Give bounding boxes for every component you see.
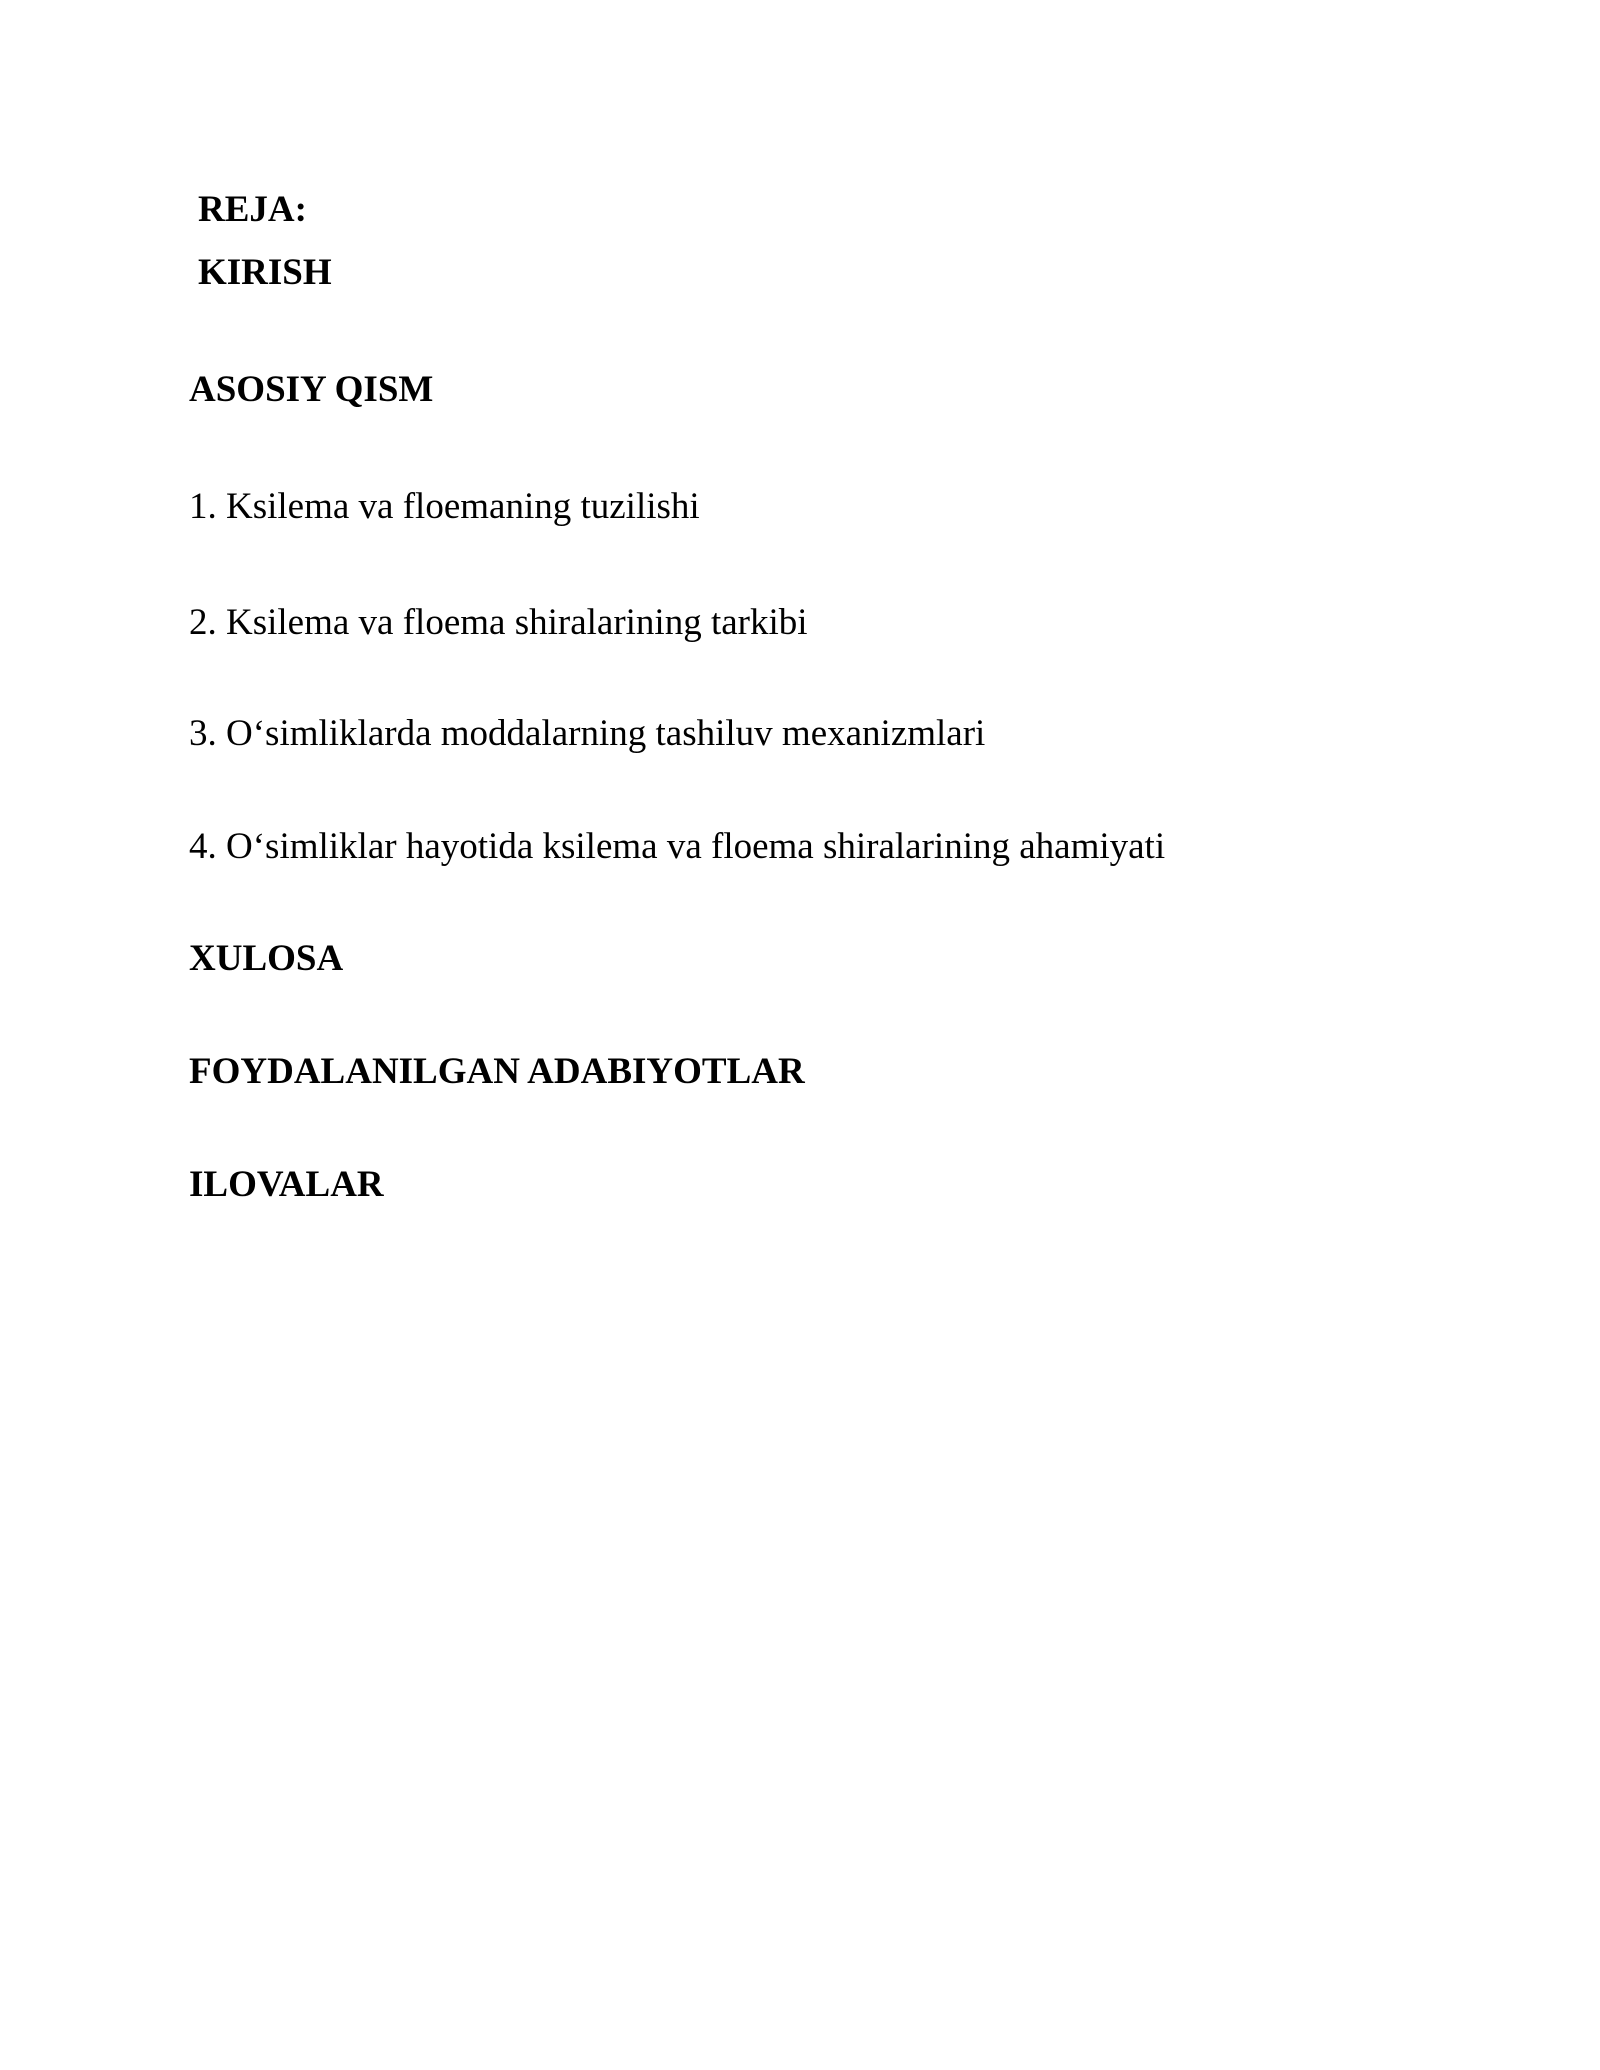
plan-item-2: 2. Ksilema va floema shiralarining tarkibi xyxy=(189,602,808,643)
intro-heading: KIRISH xyxy=(198,252,332,293)
appendices-heading: ILOVALAR xyxy=(189,1164,384,1205)
plan-item-4: 4. O‘simliklar hayotida ksilema va floema shiralarining ahamiyati xyxy=(189,826,1166,867)
references-heading: FOYDALANILGAN ADABIYOTLAR xyxy=(189,1051,805,1092)
plan-heading: REJA: xyxy=(198,189,307,230)
conclusion-heading: XULOSA xyxy=(189,938,344,979)
plan-item-3: 3. O‘simliklarda moddalarning tashiluv mexanizmlari xyxy=(189,713,986,754)
plan-item-1: 1. Ksilema va floemaning tuzilishi xyxy=(189,486,700,527)
main-part-heading: ASOSIY QISM xyxy=(189,369,434,410)
